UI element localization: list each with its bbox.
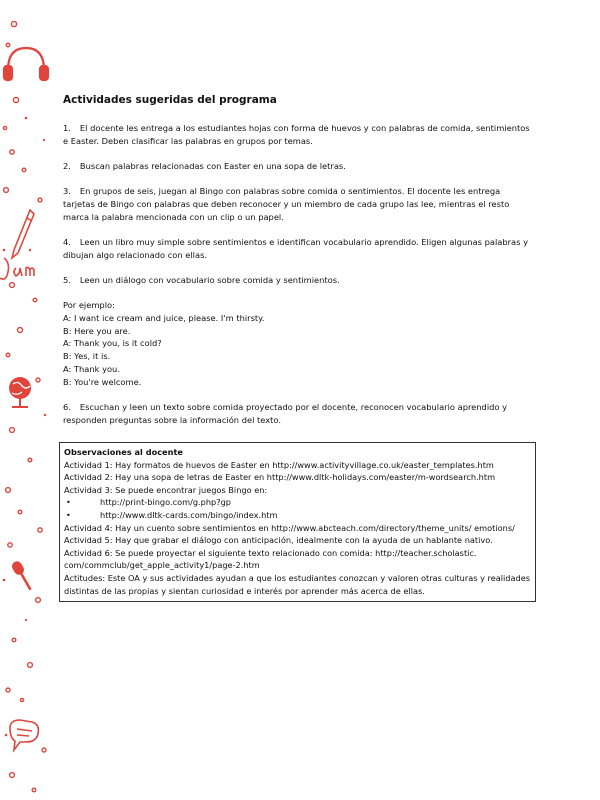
activity-item bbox=[63, 185, 533, 224]
activity-number: 6. bbox=[63, 401, 71, 412]
dialogue-example bbox=[63, 299, 533, 389]
activity-item bbox=[63, 274, 533, 287]
activity-item bbox=[63, 160, 533, 173]
activity-item bbox=[63, 122, 533, 148]
activity-number: 5. bbox=[63, 275, 71, 285]
dialogue-line: A: Thank you. bbox=[63, 363, 120, 374]
notes-paragraph: Actividad 4: Hay un cuento sobre sentimientos en http://www.abcteach.com/directory/theme_units/ emotions/ bbox=[64, 522, 515, 533]
activity-text: En grupos de seis, juegan al Bingo con palabras sobre comida o sentimientos. El docente les entrega tarjetas de Bingo con palabras que deben reconocer y un miembro de cada grupo las lee, mientras el resto marca la palabra mencionada con un clip o un papel. bbox=[63, 186, 510, 222]
activity-number: 3. bbox=[63, 186, 71, 196]
activity-text: Buscan palabras relacionadas con Easter en una sopa de letras. bbox=[79, 161, 346, 171]
left-decoration bbox=[0, 0, 60, 800]
notes-paragraph: Actividad 5: Hay que grabar el diálogo con anticipación, idealmente con la ayuda de un hablante nativo. Actividad 6: Se puede proyectar el siguiente texto relacionado con comida: http://teacher.scholastic. com/commclub/get_apple_activity1/page-2.htm bbox=[64, 535, 493, 571]
bullet-link[interactable]: http://www.dltk-cards.com/bingo/index.htm bbox=[100, 509, 278, 520]
dialogue-line: A: I want ice cream and juice, please. I'm thirsty. bbox=[63, 312, 265, 323]
bullet-link[interactable]: http://print-bingo.com/g.php?gp bbox=[100, 497, 231, 508]
activity-text: El docente les entrega a los estudiantes hojas con forma de huevos y con palabras de comida, sentimientos e Easter. Deben clasificar las palabras en grupos por temas. bbox=[63, 123, 530, 146]
microphone-icon bbox=[10, 560, 35, 593]
activity-number: 4. bbox=[63, 237, 71, 247]
globe-icon bbox=[9, 377, 31, 407]
activity-number: 1. bbox=[63, 123, 71, 133]
dialogue-line: B: Yes, it is. bbox=[63, 351, 111, 362]
notes-title: Observaciones al docente bbox=[64, 447, 183, 457]
activity-item bbox=[63, 236, 533, 262]
speech-bubble-icon bbox=[10, 720, 38, 750]
teacher-notes-box bbox=[59, 442, 536, 602]
activity-text: Leen un diálogo con vocabulario sobre comida y sentimientos. bbox=[79, 275, 340, 285]
activity-text: Leen un libro muy simple sobre sentimientos e identifican vocabulario aprendido. Eligen algunas palabras y dibujan algo relacionado con ellas. bbox=[63, 237, 528, 260]
notes-bullet bbox=[64, 509, 531, 522]
activity-text: Escuchan y leen un texto sobre comida proyectado por el docente, reconocen vocabulario aprendido y responden preguntas sobre la información del texto. bbox=[63, 401, 508, 425]
bullet-icon: • bbox=[66, 509, 71, 520]
dialogue-line: A: Thank you, is it cold? bbox=[63, 338, 162, 349]
notes-bullet bbox=[64, 496, 531, 509]
section-heading: Actividades sugeridas del programa bbox=[63, 94, 277, 106]
activity-item bbox=[63, 401, 533, 427]
dialogue-intro: Por ejemplo: bbox=[63, 300, 115, 310]
bullet-icon: • bbox=[66, 497, 71, 508]
dialogue-line: B: You're welcome. bbox=[63, 376, 142, 387]
headphones-icon bbox=[4, 48, 48, 80]
notes-paragraph: Actitudes: Este OA y sus actividades ayudan a que los estudiantes conozcan y valoren otras culturas y realidades distintas de las propias y sientan curiosidad e interés por aprender más acerca de ellas. bbox=[64, 572, 531, 596]
dialogue-line: B: Here you are. bbox=[63, 325, 131, 336]
activity-number: 2. bbox=[63, 161, 71, 171]
notes-paragraph: Actividad 1: Hay formatos de huevos de Easter en http://www.activityvillage.co.uk/easter_templates.htm Actividad 2: Hay una sopa de letras de Easter en http://www.dltk-holidays.com/easter/m-wordsearch.htm Actividad 3: Se puede encontrar juegos Bingo en: bbox=[64, 459, 496, 495]
jam-doodle bbox=[0, 258, 34, 279]
document-body bbox=[63, 94, 533, 439]
